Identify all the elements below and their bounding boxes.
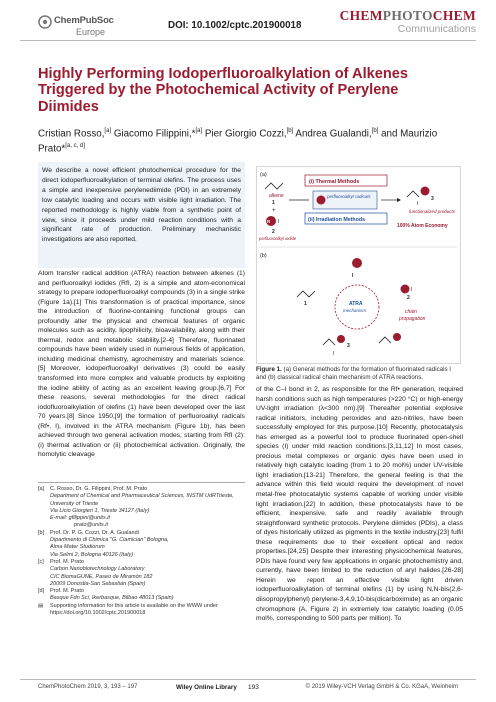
mech-alkene: [297, 291, 315, 297]
arrow-right-head: [397, 198, 401, 202]
mech-intermediate-rf-icon: [393, 333, 401, 341]
fig-atom-economy: 100% Atom Economy: [397, 223, 448, 229]
svg-text:+: +: [272, 208, 276, 214]
footer-library-link[interactable]: Wiley Online Library: [176, 684, 237, 691]
page-number: 193: [248, 684, 259, 691]
supporting-info-icon: ▤: [38, 602, 44, 609]
fig-propagation: propagation: [399, 316, 426, 322]
svg-text:I: I: [417, 201, 419, 207]
footer-divider: [20, 679, 476, 680]
affiliations: [a] C. Rosso, Dr. G. Filippini, Prof. M. Prato Department of Chemical and Pharmaceutical Sciences, INSTM UdRTrieste, University of Trieste Via Licio Giorgieri 1, Trieste 34127 (Italy) E-mail: gfilippini@units.it prato@units.it [b] Prof. Dr. P. G. Cozzi, Dr. A. Gualandi Dipartimento di Chimica "G. Ciamician" Bologna, Alma Mater Studiorum Via Selmi 2, Bologna 40126 (Italy) [c] Prof. M. Prato Carbon Nanobiotechnology Laboratory CIC BiomaGUNE, Paseo de Miramón 182 20009 Donostia-San Sebastián (Spain) [d] Prof. M. Prato Basque Fdn Sci, Ikerbasque, Bilbao 48013 (Spain) ▤ Supporting information for this article is available on the WWW under https://doi.org/10.1002/cptc.201900018: [38, 486, 245, 617]
affiliation-divider: [38, 482, 245, 483]
mech-rfi-icon: [401, 285, 413, 294]
fig-label-a: (a): [260, 172, 267, 178]
footer-copyright: © 2019 Wiley-VCH Verlag GmbH & Co. KGaA, Weinheim: [305, 684, 458, 690]
figure-1-caption: Figure 1. (a) General methods for the formation of fluorinated radicals I and (b) classical radical chain mechanism of ATRA reactions.: [256, 366, 452, 382]
figure-1-scheme: [257, 167, 460, 363]
svg-text:2: 2: [407, 295, 410, 301]
header-divider: [20, 40, 476, 41]
body-left-column: [38, 269, 245, 460]
mech-product-rf-icon: [337, 335, 345, 343]
section-name: Communications: [397, 23, 476, 35]
fig-rf: R: [267, 219, 271, 224]
mech-rf-radical-icon: [352, 258, 362, 268]
product-rf-icon: [421, 187, 430, 196]
svg-text:3: 3: [347, 343, 350, 349]
fig-label-b: (b): [260, 253, 267, 259]
svg-text:I: I: [411, 287, 413, 293]
publisher-name: ChemPubSoc: [54, 15, 114, 26]
alkene-structure: [265, 183, 283, 189]
atra-cycle: [335, 285, 379, 329]
supporting-info[interactable]: Supporting information for this article is available on the WWW under https://doi.org/10.1002/cptc.201900018: [50, 602, 218, 617]
footer-citation: ChemPhotoChem 2019, 3, 193 – 197: [38, 684, 138, 690]
fig-functionalized: functionalized products: [409, 209, 456, 214]
chempubsoc-logo-icon: [38, 15, 52, 29]
fig-num2: 2: [272, 229, 275, 235]
fig-perfluoroalkyl-iodide: perfluoroalkyl iodide: [259, 236, 297, 241]
fig-iodine: I: [278, 219, 280, 225]
fig-thermal: (i) Thermal Methods: [309, 179, 360, 185]
product-structure: [407, 191, 419, 197]
mech-product: [323, 339, 335, 345]
publisher-sub: Europe: [76, 27, 106, 37]
body-right-column: [256, 385, 463, 624]
journal-name: CHEMPHOTOCHEM: [339, 8, 476, 23]
fig-irradiation: (ii) Irradiation Methods: [308, 217, 366, 223]
fig-num1: 1: [272, 200, 275, 206]
article-title: Highly Performing Iodoperfluoroalkylation of Alkenes Triggered by the Photochemical Activity of Perylene Diimides: [38, 66, 409, 115]
author-list: Cristian Rosso,[a] Giacomo Filippini,*[a] Pier Giorgio Cozzi,[b] Andrea Gualandi,[b] and Maurizio Prato*[a, c, d]: [38, 128, 438, 155]
fig-num3: 3: [431, 196, 434, 202]
svg-text:I: I: [333, 351, 335, 357]
rf-radical-icon: [317, 196, 326, 205]
article-doi[interactable]: DOI: 10.1002/cptc.201900018: [168, 20, 302, 31]
publisher-logo: [38, 14, 158, 42]
abstract: We describe a novel efficient photochemical procedure for the direct iodoperfluoroalkylation of terminal olefins. The process uses a simple and inexpensive perylenediimide (PDI) in an extremely low catalytic loading and occurs with visible light irradiation. The reported methodology is highly viable from a synthetic point of view, since it proceeds under mild reaction conditions with a significant rate of production. Preliminary mechanistic investigations are also reported.: [38, 162, 245, 268]
body-paragraph: Atom transfer radical addition (ATRA) reaction between alkenes (1) and perfluoroalkyl iodides (RfI, 2) is a simple and atom-economical strategy to prepare iodoperfluoroalkyl compounds (3) in a single strike (Figure 1a).[1] This transformation is of practical importance, since the introduction of fluorine-containing functional groups can profoundly alter the physical and chemical features of organic molecules such as acidity, lipophilicity, bioavailability, along with their thermal, redox and metabolic stability.[2-4] Therefore, fluorinated compounds have been widely used in numerous fields of application, including medicinal chemistry, agrochemistry and materials science.[5] Moreover, iodoperfluoroalkyl derivatives (3) could be easily transformed into more complex and valuable products by exploiting the iodine ability of acting as an excellent leaving group.[6,7] For these reasons, several methodologies for the direct radical iodofluoroalkylation of olefins (1) have been developed over the last 70 years.[8] Since 1950,[9] the formation of perfluoroalkyl radicals (Rf•, I), involved in the ATRA mechanism (Figure 1b), has been achieved through two general activation modes, starting from RfI (2): (i) thermal activation or (ii) photochemical activation. Originally, the homolytic cleavage: [38, 270, 245, 459]
fig-atra: ATRA: [349, 301, 363, 307]
mech-intermediate: [379, 337, 391, 343]
fig-radicals: perfluoroalkyl radicals: [327, 194, 371, 199]
journal-masthead: [340, 8, 476, 35]
body-paragraph: of the C–I bond in 2, as responsible for the Rf• generation, required harsh conditions such as high temperatures (>220 °C) or high-energy UV-light irradiation (λ<300 nm).[9] Thereafter potential explosive radical initiators, including peroxides and azo-nitriles, have been successfully employed for this purpose.[10] Recently, photocatalysis has emerged as a powerful tool to produce fluorinated open-shell species (I) under mild reaction conditions.[3,11,12] In most cases, precious metal complexes or organic dyes have been used in relatively high catalytic loading (from 1 to 20 mol%) under UV-visible light irradiation.[13-21] Therefore, the general feeling is that the advance within this field would require the development of novel metal-free photocatalytic systems capable of working under visible light irradiation.[22] In addition, these photocatalysts have to be efficient, inexpensive, safe and readily available through straightforward synthetic protocols. Perylene diimides (PDIs), a class of dyes historically utilized as pigments in the textile industry,[23] fulfil these requirements due to their excellent optical and redox properties.[24,25] Despite their interesting physicochemical features, PDIs have found very few applications in organic photochemistry and, currently, have been limited to the reduction of aryl halides.[26-28] Herein we report an effective visible light driven iodoperfluoroalkylation of terminal olefins (1) by using N,N-bis(2,6-diisopropylphenyl) perylene-3,4,9,10-bis(dicarboximide) as an organic chromophore (A, Figure 2) in extremely low catalytic loading (0.05 mol%, corresponding to 500 parts per million). To: [256, 386, 463, 623]
email-link[interactable]: E-mail: gfilippini@units.it: [50, 515, 110, 522]
email-link[interactable]: prato@units.it: [74, 522, 109, 529]
fig-mechanism: mechanism: [343, 308, 367, 313]
figure-1: [256, 166, 461, 364]
fig-alkene: alkene: [269, 193, 284, 199]
fig-chain: chain: [405, 309, 417, 315]
svg-text:I: I: [352, 273, 354, 279]
svg-text:1: 1: [304, 301, 307, 307]
